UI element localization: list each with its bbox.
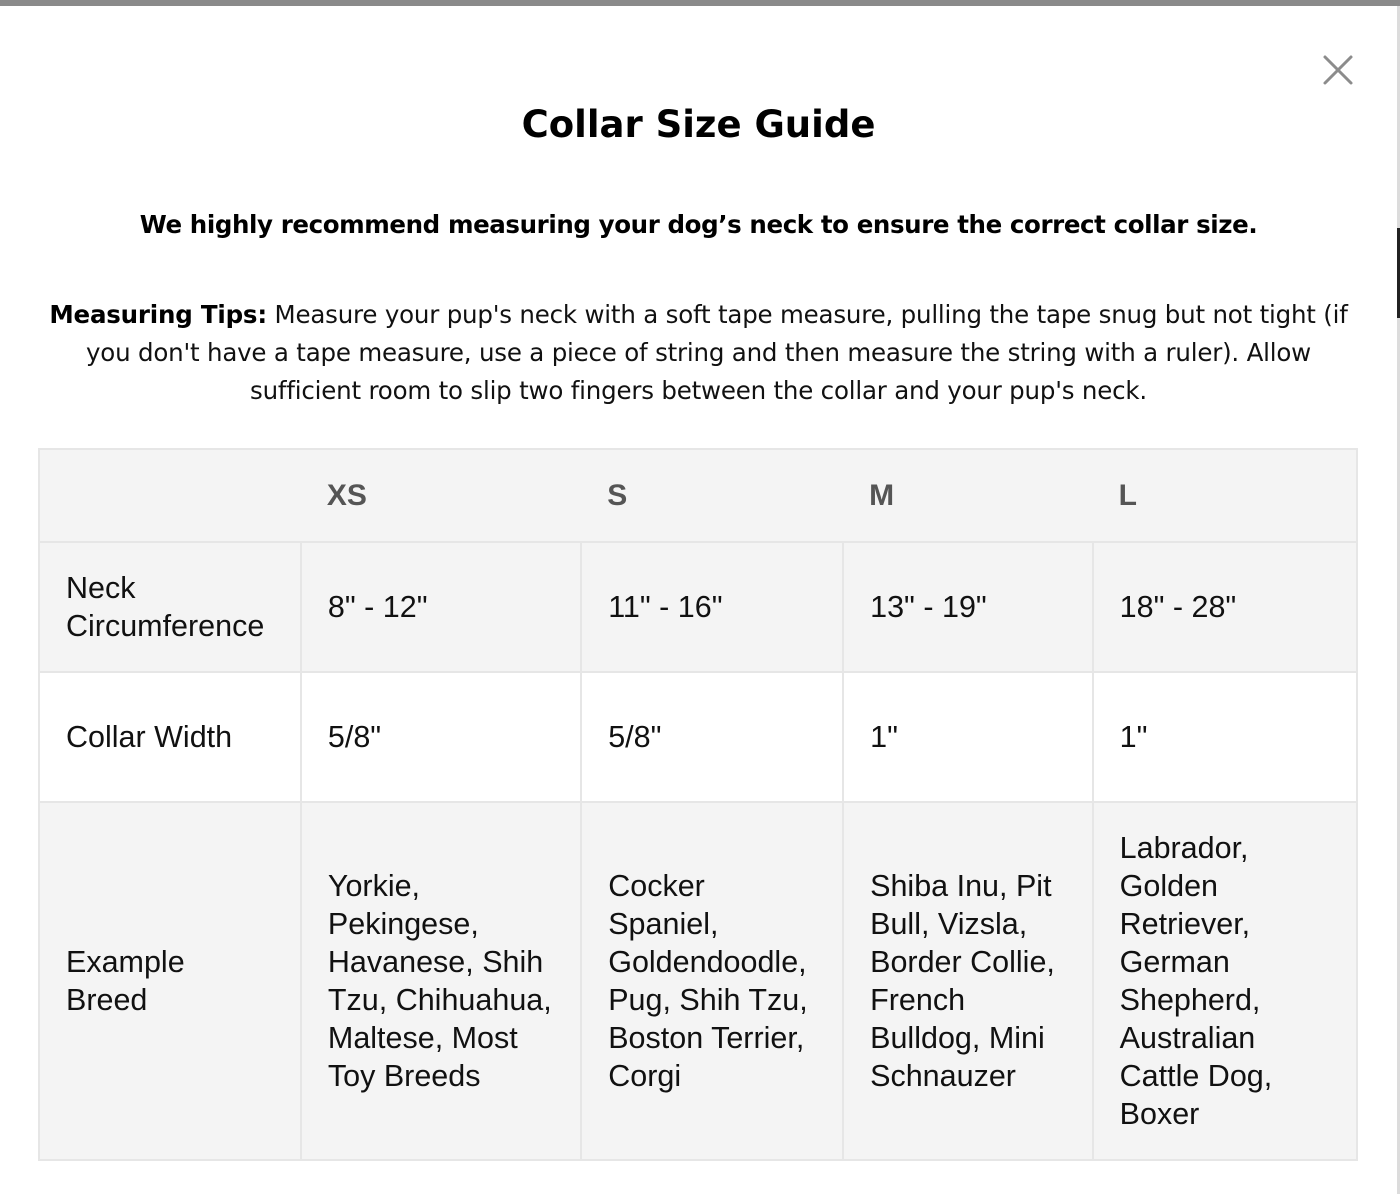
row-label-neck-circumference: Neck Circumference [39,542,301,672]
size-guide-modal [0,6,1397,1194]
header-cell-l: L [1093,449,1357,542]
table-cell: 11" - 16" [581,542,843,672]
table-cell: Yorkie, Pekingese, Havanese, Shih Tzu, Chihuahua, Maltese, Most Toy Breeds [301,802,581,1160]
table-row-collar-width [39,672,1357,802]
table-cell: 8" - 12" [301,542,581,672]
row-label-collar-width: Collar Width [39,672,301,802]
close-icon[interactable] [1318,50,1358,90]
header-cell-xs: XS [301,449,581,542]
table-cell: Labrador, Golden Retriever, German Shepherd, Australian Cattle Dog, Boxer [1093,802,1357,1160]
table-cell: 1" [1093,672,1357,802]
table-cell: 1" [843,672,1093,802]
table-cell: 5/8" [581,672,843,802]
header-cell-s: S [581,449,843,542]
table-cell: 5/8" [301,672,581,802]
measuring-tips-text: Measure your pup's neck with a soft tape measure, pulling the tape snug but not tight (if you don't have a tape measure, use a piece of string and then measure the string with a ruler). Allow sufficient room to slip two fingers between the collar and your pup's neck. [85,300,1348,405]
header-cell-empty [39,449,301,542]
close-button[interactable] [1318,50,1358,90]
size-header-row [39,449,1357,542]
modal-title: Collar Size Guide [521,103,876,146]
row-label-example-breed: Example Breed [39,802,301,1160]
table-cell: Shiba Inu, Pit Bull, Vizsla, Border Collie, French Bulldog, Mini Schnauzer [843,802,1093,1160]
table-cell: 18" - 28" [1093,542,1357,672]
measuring-tips [40,296,1357,410]
header-cell-m: M [843,449,1093,542]
measuring-tips-label: Measuring Tips: [49,300,267,329]
table-row-neck-circumference [39,542,1357,672]
table-cell: Cocker Spaniel, Goldendoodle, Pug, Shih Tzu, Boston Terrier, Corgi [581,802,843,1160]
size-table [38,448,1358,1161]
recommendation-text: We highly recommend measuring your dog’s neck to ensure the correct collar size. [139,210,1258,239]
table-row-example-breed [39,802,1357,1160]
table-cell: 13" - 19" [843,542,1093,672]
